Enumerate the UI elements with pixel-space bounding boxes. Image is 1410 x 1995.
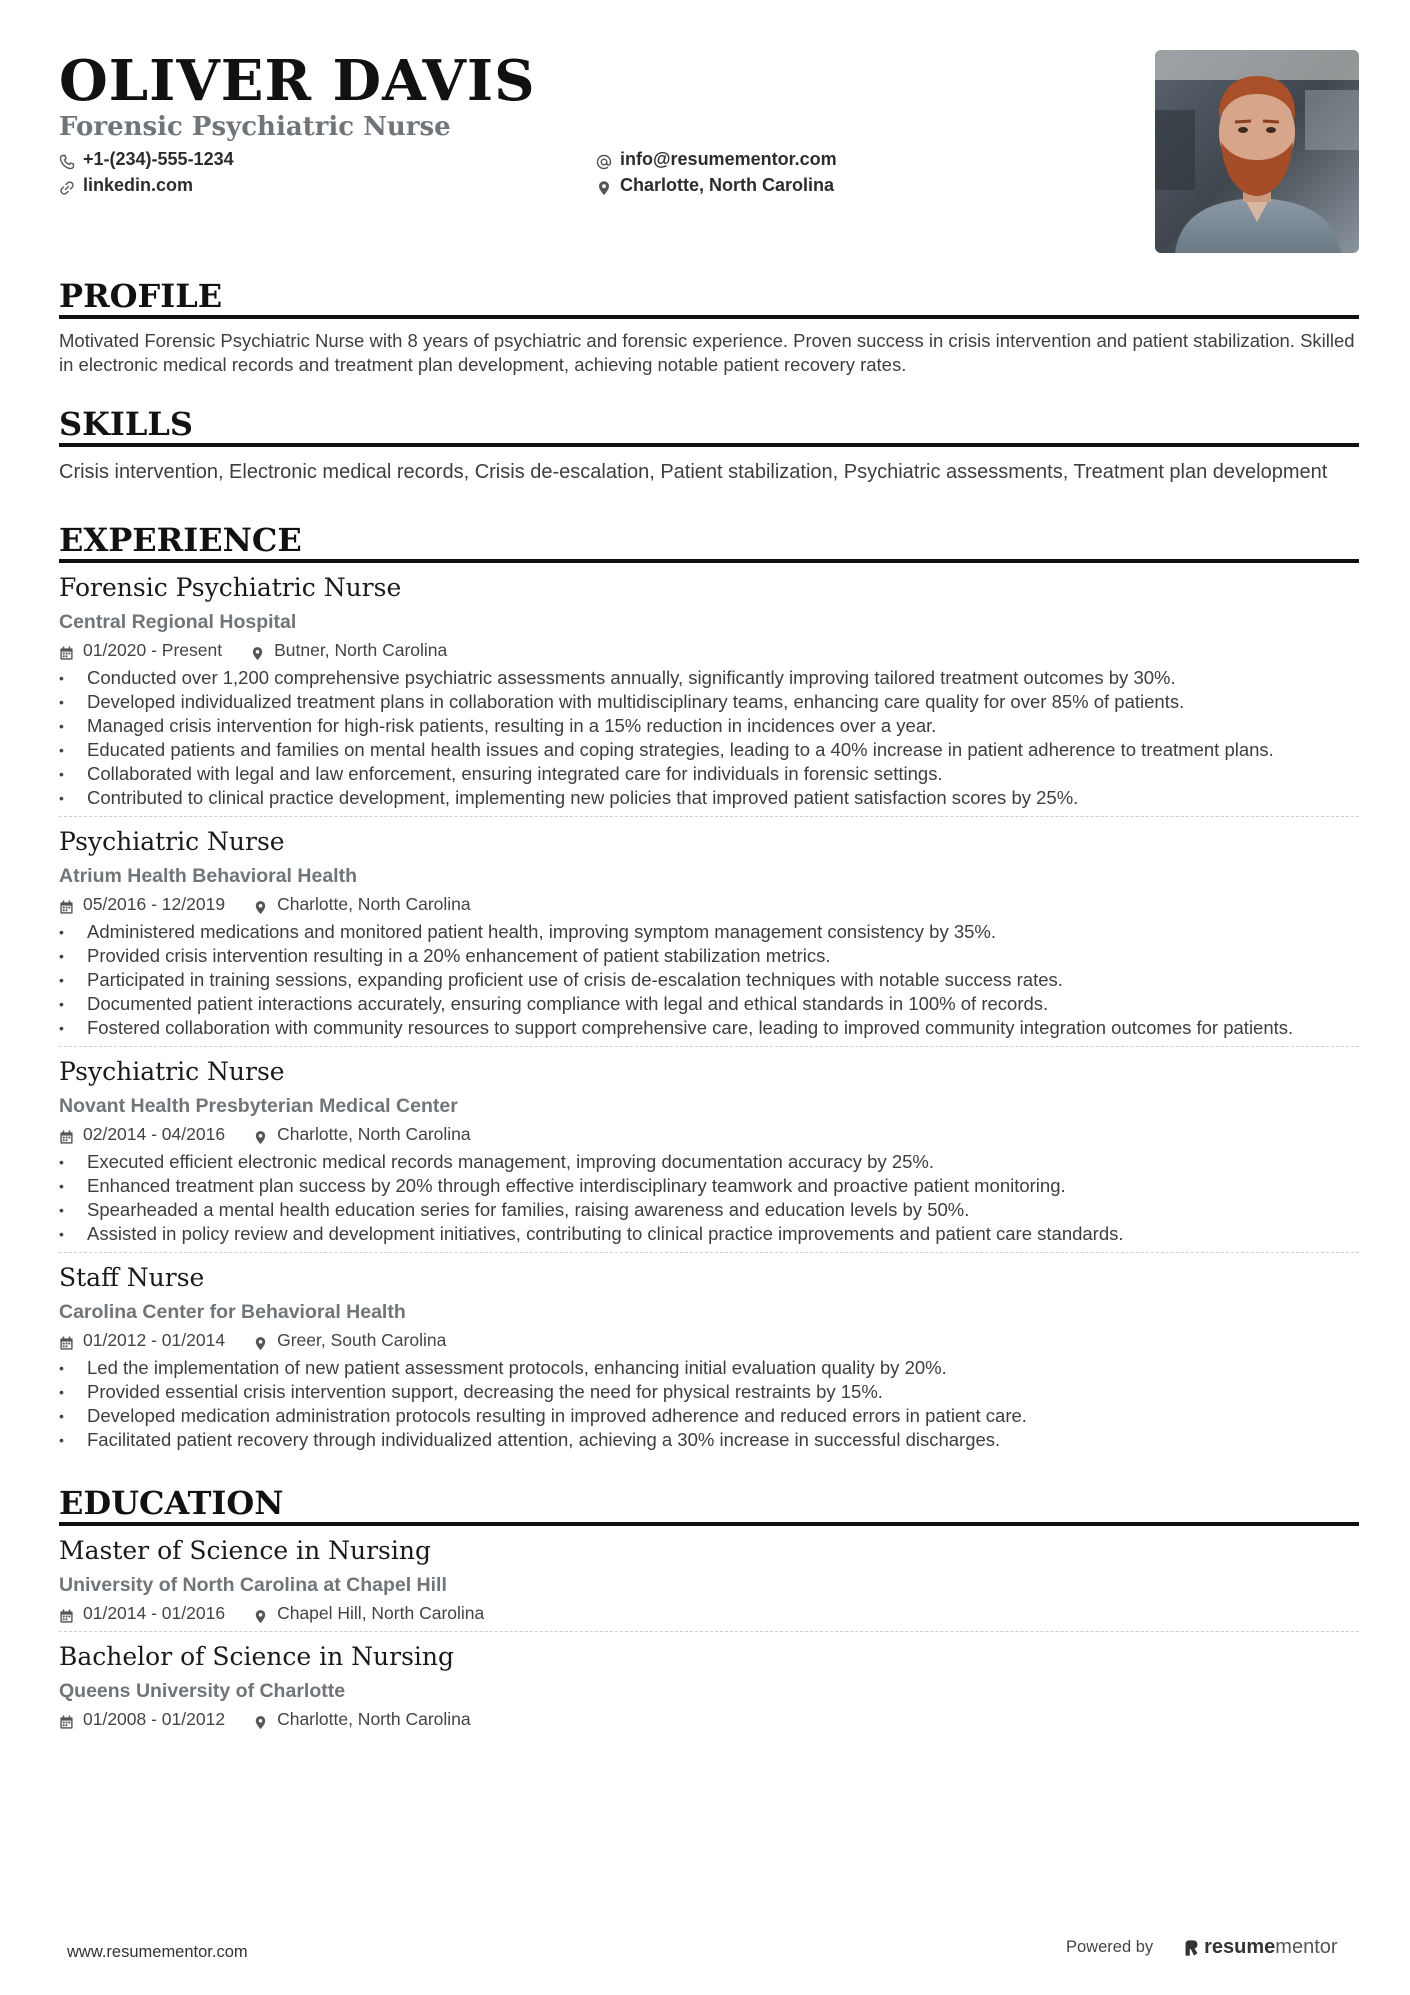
footer-branding (1066, 1936, 1338, 1959)
degree-title: Master of Science in Nursing (59, 1536, 431, 1565)
phone-icon (59, 151, 75, 167)
achievement-item: • Executed efficient electronic medical records management, improving documentation accuracy by 25%. (59, 1150, 1359, 1174)
brand-light-text: mentor (1275, 1936, 1338, 1958)
achievement-list (59, 1356, 1359, 1452)
entry-meta (59, 1601, 1359, 1625)
entry-meta (59, 638, 1359, 662)
resume-header (59, 0, 1359, 252)
achievement-item: • Administered medications and monitored patient health, improving symptom management consistency by 35%. (59, 920, 1359, 944)
achievement-item: • Provided crisis intervention resulting in a 20% enhancement of patient stabilization metrics. (59, 944, 1359, 968)
calendar-icon (59, 1127, 74, 1142)
location-text: Charlotte, North Carolina (620, 175, 835, 195)
calendar-icon (59, 1712, 74, 1727)
profile-section (59, 277, 1359, 377)
entry-location-text: Charlotte, North Carolina (277, 894, 471, 914)
map-pin-icon (596, 177, 612, 193)
at-icon (596, 151, 612, 167)
contact-email[interactable] (596, 146, 837, 172)
footer-website[interactable]: www.resumementor.com (67, 1943, 248, 1961)
achievement-item: • Documented patient interactions accurately, ensuring compliance with legal and ethical standards in 100% of records. (59, 992, 1359, 1016)
job-title: Psychiatric Nurse (59, 827, 285, 856)
entry-location (253, 1328, 446, 1352)
achievement-list (59, 666, 1359, 810)
skills-section (59, 405, 1359, 485)
entry-location-text: Charlotte, North Carolina (277, 1124, 471, 1144)
experience-section (59, 521, 1359, 1458)
achievement-list (59, 1150, 1359, 1246)
employer-name: Central Regional Hospital (59, 611, 297, 633)
resume-page (59, 0, 1359, 1737)
map-pin-icon (253, 1127, 268, 1142)
contact-right (596, 146, 837, 198)
school-name: University of North Carolina at Chapel Hill (59, 1574, 447, 1596)
contact-left (59, 146, 234, 198)
achievement-item: • Led the implementation of new patient assessment protocols, enhancing initial evaluation quality by 20%. (59, 1356, 1359, 1380)
entry-meta (59, 892, 1359, 916)
calendar-icon (59, 1333, 74, 1348)
achievement-item: • Developed medication administration protocols resulting in improved adherence and reduced errors in patient care. (59, 1404, 1359, 1428)
experience-entry (59, 1057, 1359, 1253)
map-pin-icon (253, 1333, 268, 1348)
section-heading-profile: PROFILE (59, 277, 1359, 319)
experience-entry (59, 1263, 1359, 1458)
employer-name: Atrium Health Behavioral Health (59, 865, 357, 887)
section-heading-experience: EXPERIENCE (59, 521, 1359, 563)
contact-linkedin[interactable] (59, 172, 234, 198)
entry-dates: 02/2014 - 04/2016 (83, 1124, 226, 1144)
section-heading-education: EDUCATION (59, 1484, 1359, 1526)
achievement-list (59, 920, 1359, 1040)
map-pin-icon (250, 643, 265, 658)
achievement-item: • Educated patients and families on mental health issues and coping strategies, leading to a 40% increase in patient adherence to treatment plans. (59, 738, 1359, 762)
entry-location-text: Butner, North Carolina (274, 640, 448, 660)
achievement-item: • Provided essential crisis intervention support, decreasing the need for physical restraints by 15%. (59, 1380, 1359, 1404)
education-entry (59, 1536, 1359, 1632)
entry-location-text: Greer, South Carolina (277, 1330, 447, 1350)
employer-name: Novant Health Presbyterian Medical Center (59, 1095, 458, 1117)
school-name: Queens University of Charlotte (59, 1680, 346, 1702)
entry-location (250, 638, 447, 662)
entry-location-text: Charlotte, North Carolina (277, 1709, 471, 1729)
map-pin-icon (253, 1712, 268, 1727)
entry-location (253, 1601, 484, 1625)
section-heading-skills: SKILLS (59, 405, 1359, 447)
employer-name: Carolina Center for Behavioral Health (59, 1301, 406, 1323)
entry-location (253, 892, 471, 916)
email-link[interactable]: info@resumementor.com (620, 149, 837, 169)
achievement-item: • Assisted in policy review and development initiatives, contributing to clinical practice improvements and patient care standards. (59, 1222, 1359, 1246)
achievement-item: • Spearheaded a mental health education series for families, raising awareness and education levels by 50%. (59, 1198, 1359, 1222)
entry-meta (59, 1328, 1359, 1352)
calendar-icon (59, 1606, 74, 1621)
experience-entry (59, 827, 1359, 1047)
achievement-item: • Conducted over 1,200 comprehensive psychiatric assessments annually, significantly improving tailored treatment outcomes by 30%. (59, 666, 1359, 690)
contact-location (596, 172, 837, 198)
candidate-title: Forensic Psychiatric Nurse (59, 112, 451, 142)
entry-location-text: Chapel Hill, North Carolina (277, 1603, 485, 1623)
achievement-item: • Facilitated patient recovery through individualized attention, achieving a 30% increase in successful discharges. (59, 1428, 1359, 1452)
phone-text: +1-(234)-555-1234 (83, 149, 234, 169)
entry-dates: 01/2012 - 01/2014 (83, 1330, 226, 1350)
entry-dates: 05/2016 - 12/2019 (83, 894, 226, 914)
job-title: Forensic Psychiatric Nurse (59, 573, 402, 602)
achievement-item: • Participated in training sessions, expanding proficient use of crisis de-escalation techniques with notable success rates. (59, 968, 1359, 992)
profile-text: Motivated Forensic Psychiatric Nurse with 8 years of psychiatric and forensic experience. Proven success in crisis intervention and patient stabilization. Skilled in electronic medical records and treatment plan development, achieving notable patient recovery rates. (59, 330, 1355, 375)
entry-dates: 01/2008 - 01/2012 (83, 1709, 226, 1729)
experience-list (59, 573, 1359, 1458)
degree-title: Bachelor of Science in Nursing (59, 1642, 455, 1671)
map-pin-icon (253, 897, 268, 912)
experience-entry (59, 573, 1359, 817)
education-list (59, 1536, 1359, 1737)
achievement-item: • Collaborated with legal and law enforcement, ensuring integrated care for individuals in forensic settings. (59, 762, 1359, 786)
calendar-icon (59, 643, 74, 658)
link-icon (59, 177, 75, 193)
achievement-item: • Managed crisis intervention for high-risk patients, resulting in a 15% reduction in incidences over a year. (59, 714, 1359, 738)
powered-by-label: Powered by (1066, 1938, 1154, 1956)
resumementor-logo[interactable] (1183, 1936, 1337, 1959)
job-title: Psychiatric Nurse (59, 1057, 285, 1086)
calendar-icon (59, 897, 74, 912)
map-pin-icon (253, 1606, 268, 1621)
achievement-item: • Fostered collaboration with community resources to support comprehensive care, leading to improved community integration outcomes for patients. (59, 1016, 1359, 1040)
brand-bold-text: resume (1204, 1936, 1276, 1958)
brand-logo-icon (1183, 1938, 1200, 1958)
entry-meta (59, 1707, 1359, 1731)
candidate-name: OLIVER DAVIS (59, 48, 536, 114)
entry-dates: 01/2020 - Present (83, 640, 223, 660)
entry-dates: 01/2014 - 01/2016 (83, 1603, 226, 1623)
achievement-item: • Developed individualized treatment plans in collaboration with multidisciplinary teams, enhancing care quality for over 85% of patients. (59, 690, 1359, 714)
entry-location (253, 1122, 471, 1146)
achievement-item: • Contributed to clinical practice development, implementing new policies that improved patient satisfaction scores by 25%. (59, 786, 1359, 810)
skills-text: Crisis intervention, Electronic medical records, Crisis de-escalation, Patient stabilization, Psychiatric assessments, Treatment plan development (59, 461, 1328, 483)
linkedin-link[interactable]: linkedin.com (83, 175, 194, 195)
entry-meta (59, 1122, 1359, 1146)
education-section (59, 1484, 1359, 1737)
contact-phone (59, 146, 234, 172)
job-title: Staff Nurse (59, 1263, 205, 1292)
profile-photo (1155, 50, 1359, 253)
education-entry (59, 1642, 1359, 1737)
entry-location (253, 1707, 471, 1731)
achievement-item: • Enhanced treatment plan success by 20% through effective interdisciplinary teamwork and proactive patient monitoring. (59, 1174, 1359, 1198)
